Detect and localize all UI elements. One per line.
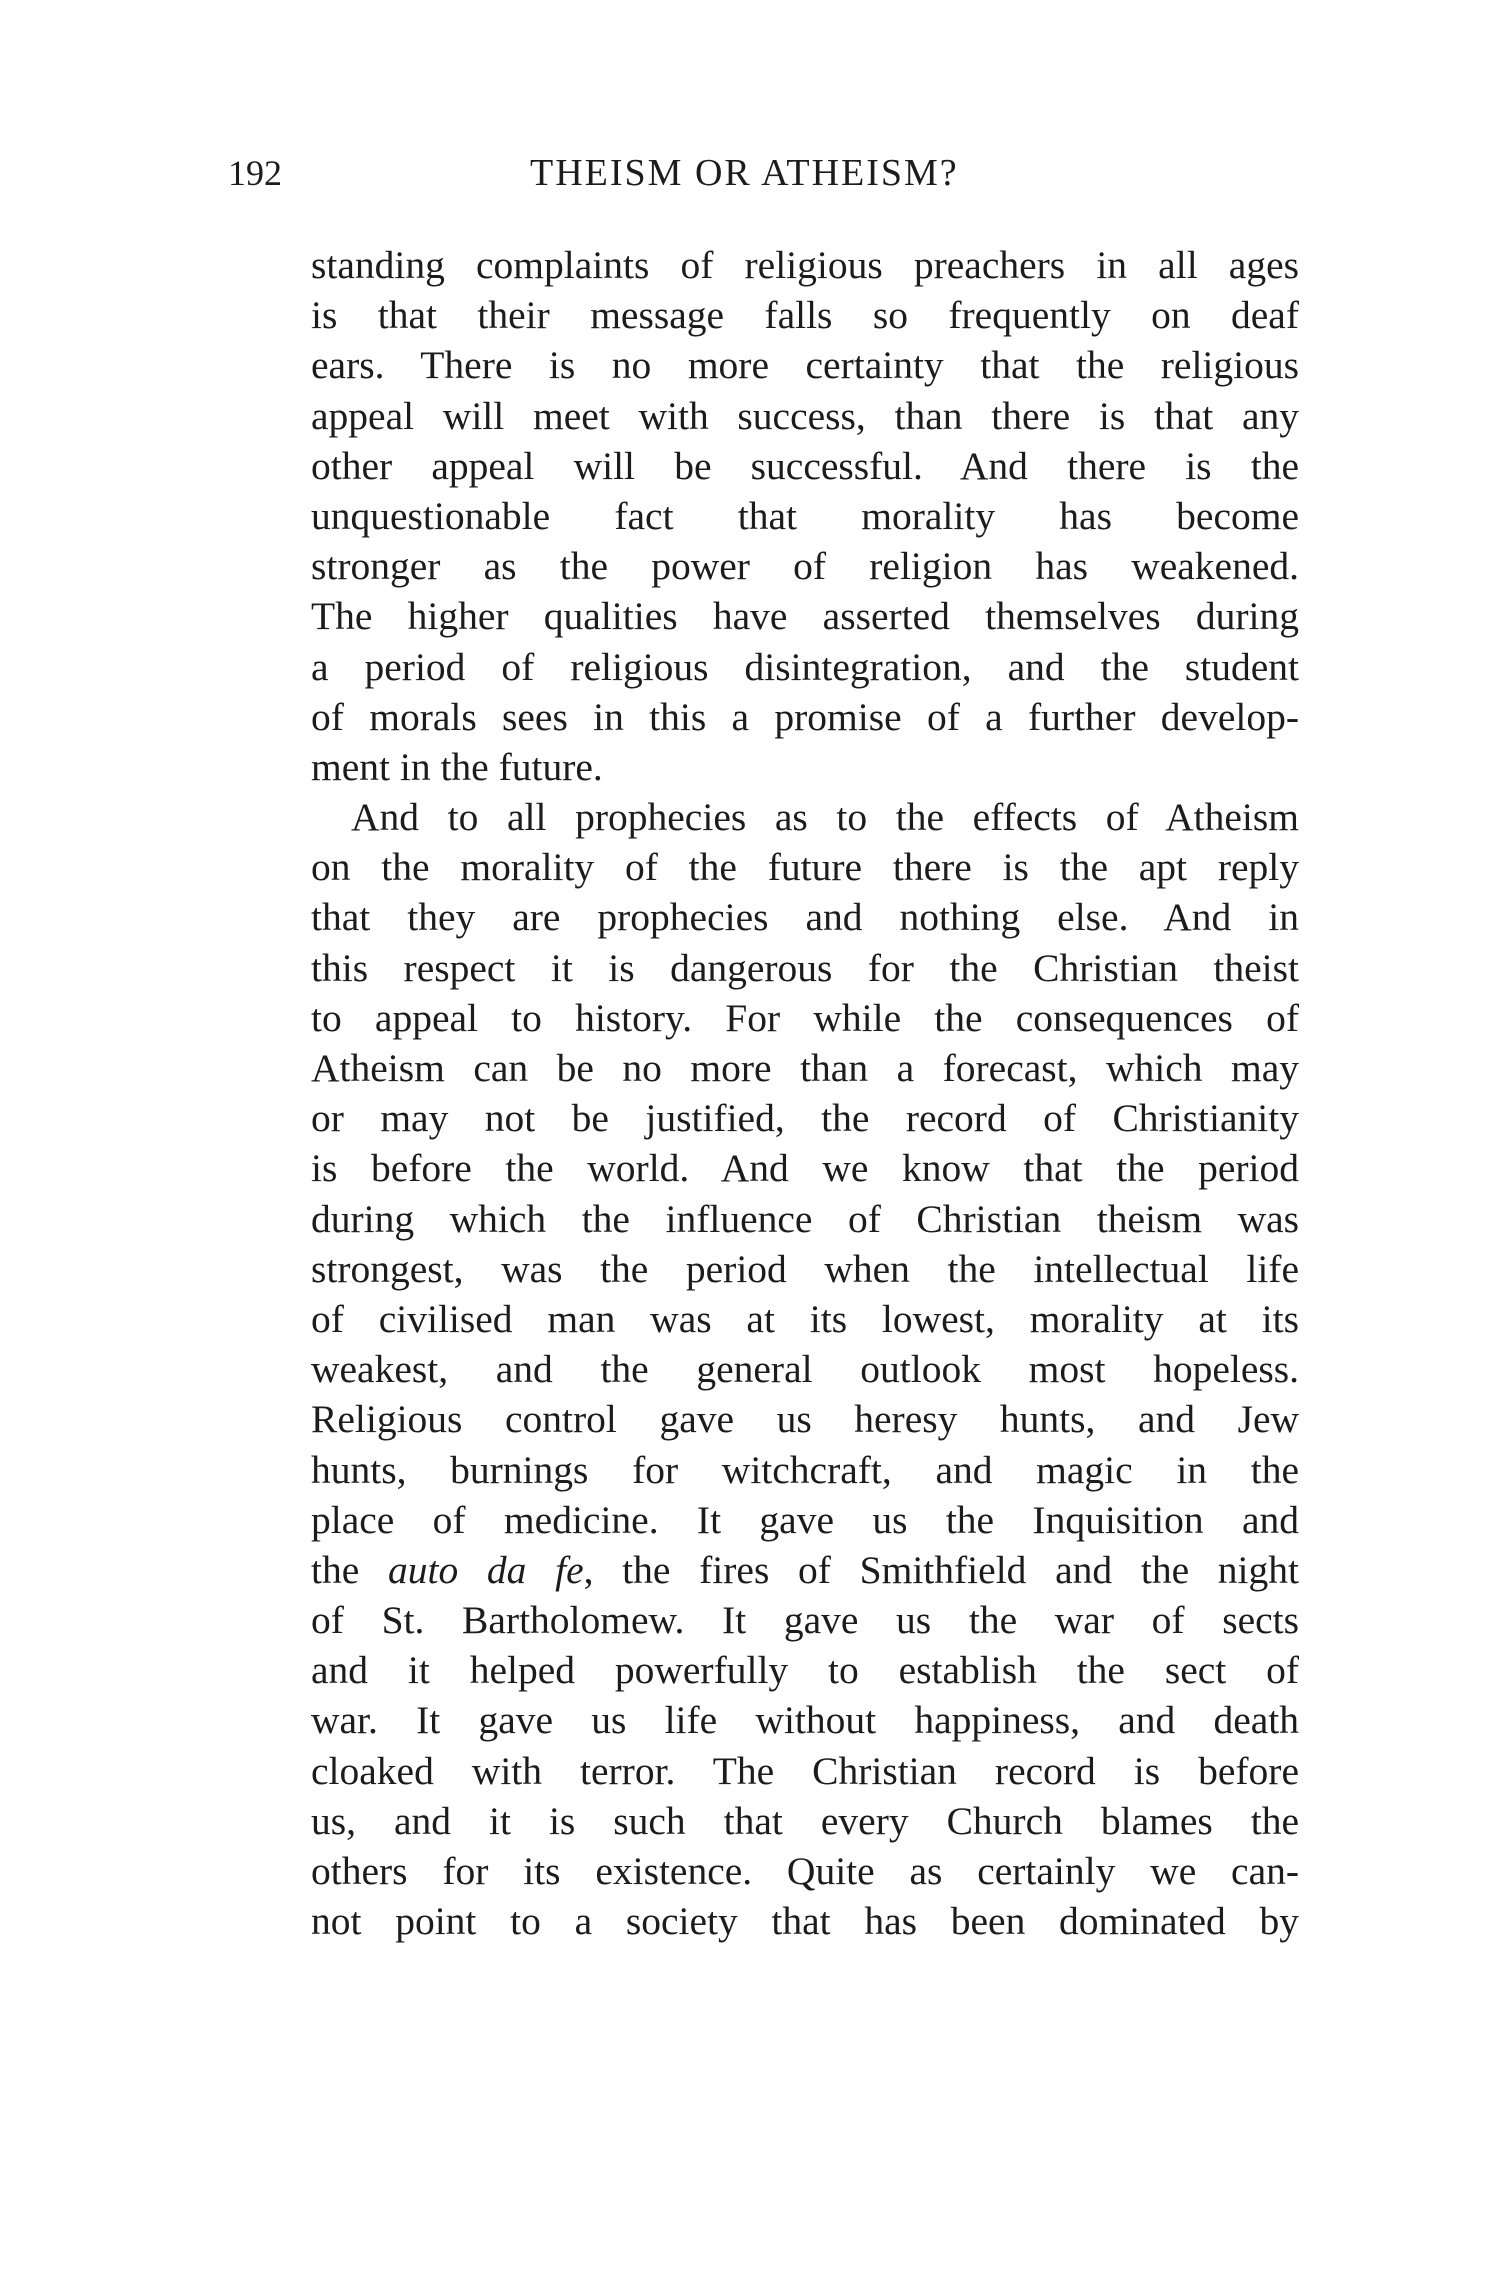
text-line: strongest, was the period when the intellectual life [311, 1246, 1299, 1291]
text-line: is before the world. And we know that the period [311, 1146, 1299, 1191]
text-line: of St. Bartholomew. It gave us the war of sects [311, 1598, 1299, 1643]
text-line: on the morality of the future there is the apt reply [311, 845, 1299, 890]
text-line: during which the influence of Christian theism was [311, 1196, 1299, 1241]
italic-phrase: auto da fe [387, 1547, 584, 1592]
text-line: war. It gave us life without happiness, and death [311, 1698, 1299, 1743]
text-line-with-italic [311, 1545, 1299, 1595]
text-line: or may not be justified, the record of Christianity [311, 1096, 1299, 1141]
text-line: place of medicine. It gave us the Inquisition and [311, 1497, 1299, 1542]
text-line: to appeal to history. For while the consequences of [311, 995, 1299, 1040]
text-line: weakest, and the general outlook most hopeless. [311, 1347, 1299, 1392]
text-line: of morals sees in this a promise of a further develop- [311, 694, 1299, 739]
running-title: THEISM OR ATHEISM? [530, 152, 959, 194]
text-line: this respect it is dangerous for the Christian theist [311, 945, 1299, 990]
text-line: appeal will meet with success, than there is that any [311, 393, 1299, 438]
text-line: and it helped powerfully to establish the sect of [311, 1648, 1299, 1693]
text-line: cloaked with terror. The Christian record is before [311, 1748, 1299, 1793]
paragraph-1 [311, 240, 1299, 792]
text-line: stronger as the power of religion has weakened. [311, 544, 1299, 589]
text-line: others for its existence. Quite as certainly we can- [311, 1849, 1299, 1893]
text-line: of civilised man was at its lowest, morality at its [311, 1296, 1299, 1341]
paragraph-2 [311, 792, 1299, 1946]
text-run: the [311, 1547, 388, 1592]
text-line: not point to a society that has been dominated by [311, 1899, 1299, 1944]
text-line: hunts, burnings for witchcraft, and magic in the [311, 1447, 1299, 1492]
text-line: The higher qualities have asserted themselves during [311, 594, 1299, 639]
text-line: And to all prophecies as to the effects of Atheism [351, 795, 1299, 840]
text-line: us, and it is such that every Church blames the [311, 1798, 1299, 1843]
text-line: standing complaints of religious preachers in all ages [311, 243, 1299, 287]
text-line: Religious control gave us heresy hunts, and Jew [311, 1397, 1299, 1442]
page-header [228, 148, 1308, 198]
page-number: 192 [228, 153, 282, 193]
text-line: ment in the future. [311, 744, 603, 789]
body-text [311, 240, 1299, 1946]
text-line: Atheism can be no more than a forecast, which may [311, 1046, 1299, 1090]
text-line: other appeal will be successful. And there is the [311, 443, 1299, 488]
text-line: unquestionable fact that morality has become [311, 493, 1299, 538]
text-line: that they are prophecies and nothing else. And in [311, 895, 1299, 940]
text-line: is that their message falls so frequently on deaf [311, 293, 1299, 338]
text-line: ears. There is no more certainty that the religious [311, 343, 1299, 388]
text-line: a period of religious disintegration, and the student [311, 644, 1299, 689]
text-run: , the fires of Smithfield and the night [583, 1547, 1299, 1592]
